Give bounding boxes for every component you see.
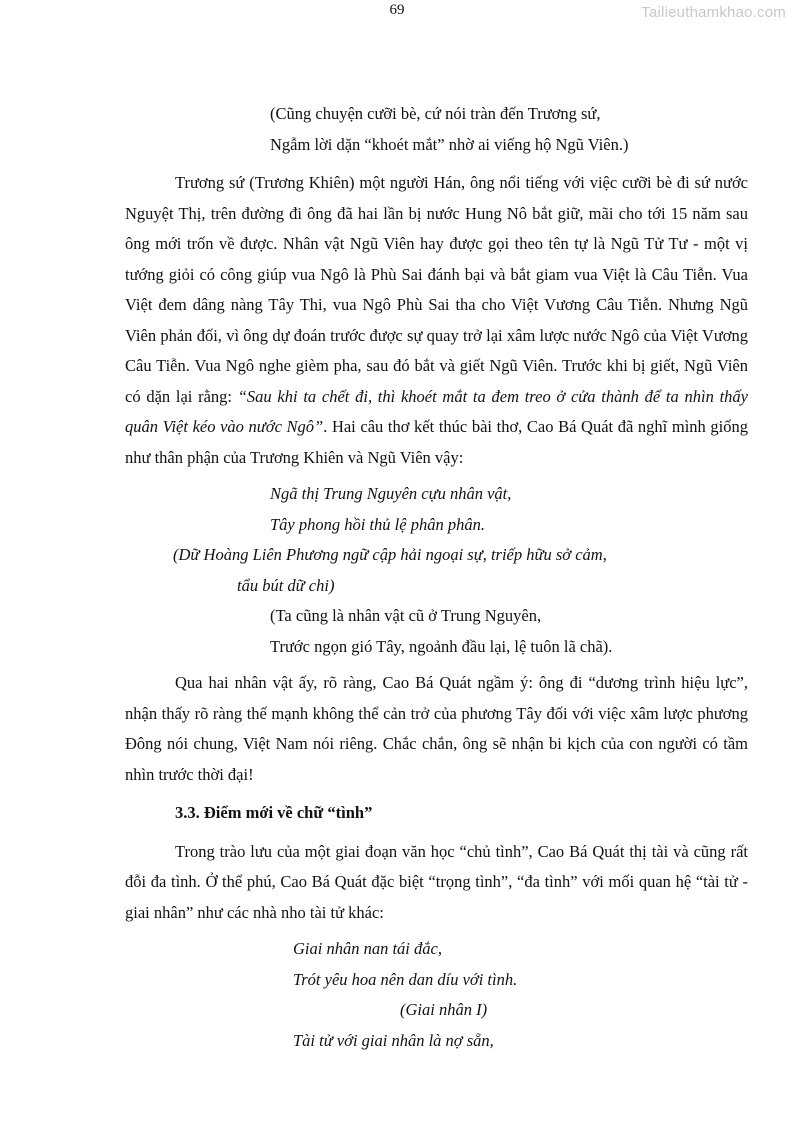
verse-line: Trước ngọn gió Tây, ngoảnh đầu lại, lệ tuôn lã chã). xyxy=(270,636,613,656)
verse-line: Giai nhân nan tái đắc, xyxy=(293,939,442,958)
verse-line: (Cũng chuyện cưỡi bè, cứ nói tràn đến Trương sứ, xyxy=(270,104,601,123)
verse-line: Trót yêu hoa nên dan díu với tình. xyxy=(293,969,518,989)
verse-line: Tài tử với giai nhân là nợ sẵn, xyxy=(293,1030,494,1050)
poem-giai-nhan xyxy=(125,934,748,1056)
page-content xyxy=(125,99,748,1056)
poem-nga-thi xyxy=(125,479,748,662)
paragraph-truong-su xyxy=(125,168,748,473)
verse-line: (Ta cũng là nhân vật cũ ở Trung Nguyên, xyxy=(270,606,542,625)
verse-line: Ngẫm lời dặn “khoét mắt” nhờ ai viếng hộ Ngũ Viên.) xyxy=(270,134,629,154)
paragraph-conclusion: Qua hai nhân vật ấy, rõ ràng, Cao Bá Quát ngầm ý: ông đi “dương trình hiệu lực”, nhận thấy rõ ràng thế mạnh không thể cản trở của phương Tây đối với việc xâm lược phương Đông nói chung, Việt Nam nói riêng. Chắc chắn, ông sẽ nhận bi kịch của con người có tầm nhìn trước thời đại! xyxy=(125,673,748,784)
verse-line: Ngã thị Trung Nguyên cựu nhân vật, xyxy=(270,484,512,503)
poem-source: tẩu bút dữ chi) xyxy=(237,575,335,595)
paragraph-text: . Hai câu thơ kết thúc bài thơ, Cao Bá Quát đã nghĩ mình giống như thân phận của Trương Khiên và Ngũ Viên vậy: xyxy=(125,417,748,467)
poem-source: (Giai nhân I) xyxy=(400,1000,488,1019)
poem-source: (Dữ Hoàng Liên Phương ngữ cập hải ngoại sự, triếp hữu sở cảm, xyxy=(173,545,607,564)
verse-line: Tây phong hồi thủ lệ phân phân. xyxy=(270,514,485,534)
section-heading: 3.3. Điểm mới về chữ “tình” xyxy=(175,803,373,822)
page-number: 69 xyxy=(389,2,405,18)
paragraph-text: Trương sứ (Trương Khiên) một người Hán, ông nổi tiếng với việc cưỡi bè đi sứ nước Nguyệt Thị, trên đường đi ông đã hai lần bị nước Hung Nô bắt giữ, mãi cho tới 15 năm sau ông mới trốn về được. Nhân vật Ngũ Viên hay được gọi theo tên tự là Ngũ Tử Tư - một vị tướng giỏi có công giúp vua Ngô là Phù Sai đánh bại và bắt giam vua Việt là Câu Tiễn. Vua Việt đem dâng nàng Tây Thi, vua Ngô Phù Sai tha cho Việt Vương Câu Tiễn. Nhưng Ngũ Viên phản đối, vì ông dự đoán trước được sự quay trở lại xâm lược nước Ngô của Việt Vương Câu Tiễn. Vua Ngô nghe gièm pha, sau đó bắt và giết Ngũ Viên. Trước khi bị giết, Ngũ Viên có dặn lại rằng: xyxy=(125,173,748,406)
watermark: Tailieuthamkhao.com xyxy=(641,4,786,21)
translation-verse-1 xyxy=(125,99,748,160)
paragraph-chu-tinh: Trong trào lưu của một giai đoạn văn học “chủ tình”, Cao Bá Quát thị tài và cũng rất đỗi đa tình. Ở thể phú, Cao Bá Quát đặc biệt “trọng tình”, “đa tình” với mối quan hệ “tài tử - giai nhân” như các nhà nho tài tử khác: xyxy=(125,841,748,922)
quote-text: “Sau khi ta chết đi, thì khoét mắt ta đem treo ở cửa thành để ta nhìn thấy quân Việt kéo vào nước Ngô” xyxy=(125,386,748,436)
